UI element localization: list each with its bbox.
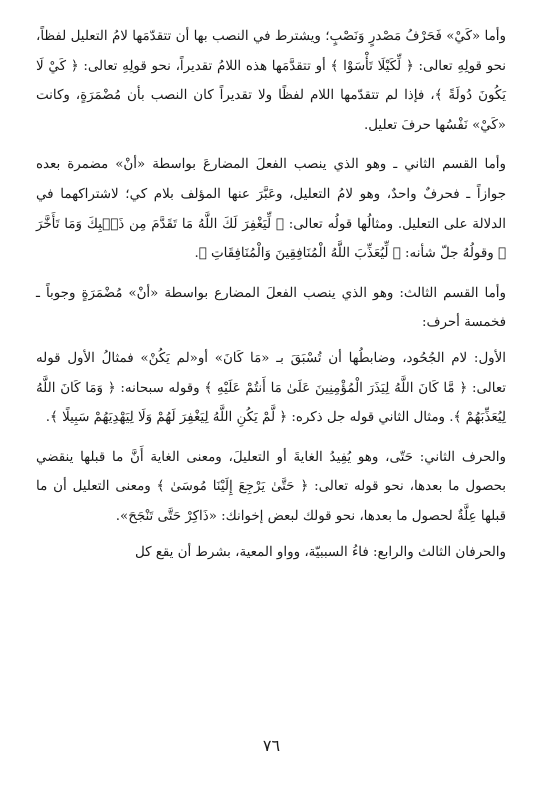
paragraph-second-letter: والحرف الثاني: حَتّى، وهو يُفِيدُ الغايةَ أو التعليلَ، ومعنى الغاية أَنَّ ما قبلها ينقضي بحصول ما بعدها، نحو قوله تعالى: ﴿ حَتَّىٰ يَرْجِعَ إِلَيْنَا مُوسَىٰ ﴾ ومعنى التعليل أن ما قبلها عِلَّةٌ لحصول ما بعدها، نحو قولك لبعض إخوانك: «ذَاكِرْ حَتَّى تَنْجَحَ». (36, 449, 506, 524)
paragraph-second-section: وأما القسم الثاني ـ وهو الذي ينصب الفعلَ المضارعَ بواسطة «أنْ» مضمرة بعده جوازاً ـ فحرفٌ واحدٌ، وهو لامُ التعليل، وعَبَّرَ عنها المؤلف بلام كي؛ لاشتراكهما في الدلالة على التعليل. ومثالُها قولُه تعالى: ﴿ لِّيَغْفِرَ لَكَ اللَّهُ مَا تَقَدَّمَ مِن ذَنۢبِكَ وَمَا تَأَخَّرَ ﴾ وقولُهُ جلّ شأنه: ﴿ لِّيُعَذِّبَ اللَّهُ الْمُنَافِقِينَ وَالْمُنَافِقَاتِ ﴾. (36, 157, 506, 262)
paragraph-third-fourth-letters: والحرفان الثالث والرابع: فاءُ السببيّة، وواو المعية، بشرط أن يقع كل (134, 544, 506, 560)
page-number: ٧٦ (262, 736, 281, 755)
paragraph-first-letter: الأول: لام الجُحُود، وضابطُها أن تُسْبَقَ بـ «مَا كَانَ» أو«لم يَكُنْ» فمثالُ الأول قوله تعالى: ﴿ مَّا كَانَ اللَّهُ لِيَذَرَ الْمُؤْمِنِينَ عَلَىٰ مَا أَنتُمْ عَلَيْهِ ﴾ وقوله سبحانه: ﴿ وَمَا كَانَ اللَّهُ لِيُعَذِّبَهُمْ ﴾. ومثال الثاني قوله جل ذكره: ﴿ لَّمْ يَكُنِ اللَّهُ لِيَغْفِرَ لَهُمْ وَلَا لِيَهْدِيَهُمْ سَبِيلًا ﴾. (36, 350, 506, 426)
paragraph-kay: وأما «كَيْ» فَحَرْفُ مَصْدرٍ وَنَصْبٍ؛ ويشترط في النصب بها أن تتقدّمَها لامُ التعليل لفظاً، نحو قولِهِ تعالى: ﴿ لِّكَيْلَا تَأْسَوْا ﴾ أو تتقدَّمَها هذه اللامُ تقديراً، نحو قولِهِ تعالى: ﴿ كَيْ لَا يَكُونَ دُولَةً ﴾، فإذا لم تتقدّمها اللام لفظًا ولا تقديراً كان النصب بأن مُضْمَرَةٍ، وكانت «كَيْ» نَفْسُها حرفَ تعليل. (36, 29, 506, 133)
body-text (36, 22, 506, 567)
paragraph-third-section: وأما القسم الثالث: وهو الذي ينصب الفعلَ المضارع بواسطة «أنْ» مُضْمَرَةٍ وجوباً ـ فخمسة أحرف: (36, 285, 506, 331)
